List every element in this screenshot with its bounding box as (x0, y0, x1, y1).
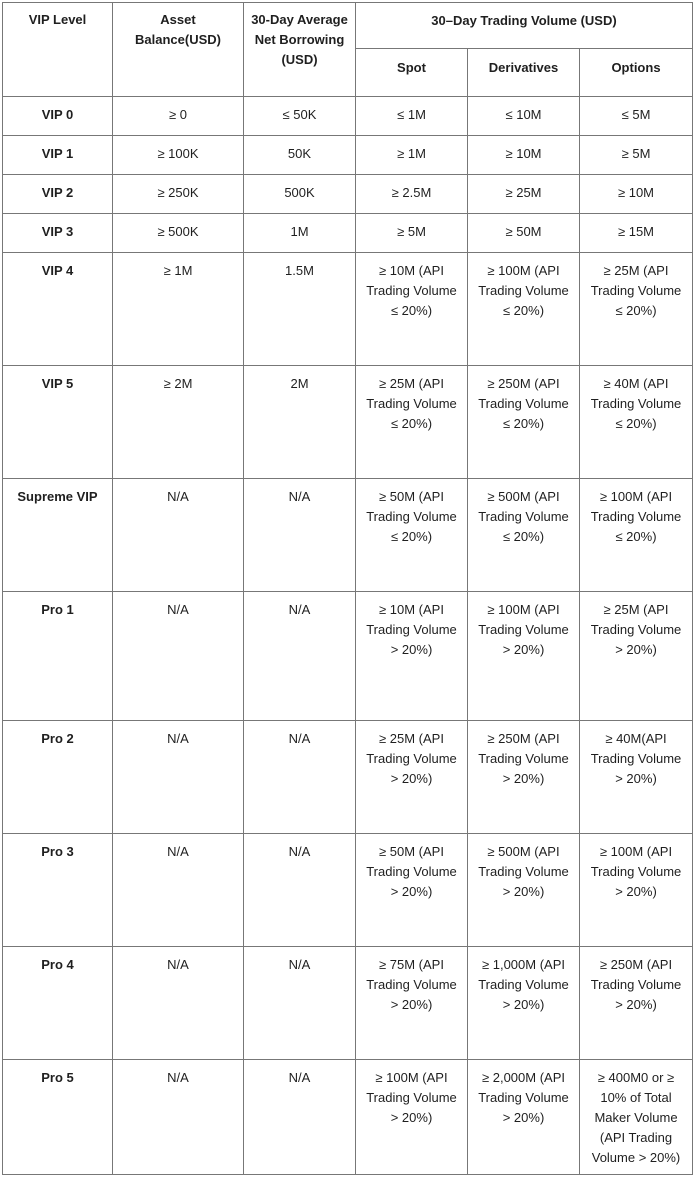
table-row (3, 721, 693, 834)
table-row (3, 214, 693, 253)
options-volume-cell: ≥ 25M (API Trading Volume > 20%) (580, 592, 693, 721)
derivatives-volume-cell: ≥ 25M (468, 175, 580, 214)
vip-level-cell: VIP 2 (3, 175, 113, 214)
derivatives-volume-cell: ≥ 500M (API Trading Volume > 20%) (468, 834, 580, 947)
derivatives-volume-cell: ≥ 100M (API Trading Volume > 20%) (468, 592, 580, 721)
table-row (3, 592, 693, 721)
vip-level-cell: VIP 1 (3, 136, 113, 175)
derivatives-volume-cell: ≥ 500M (API Trading Volume ≤ 20%) (468, 479, 580, 592)
table-row (3, 834, 693, 947)
asset-balance-cell: N/A (113, 947, 244, 1060)
header-net-borrowing: 30-Day Average Net Borrowing (USD) (244, 3, 356, 97)
header-spot: Spot (356, 49, 468, 97)
vip-level-cell: VIP 0 (3, 97, 113, 136)
asset-balance-cell: ≥ 1M (113, 253, 244, 366)
options-volume-cell: ≥ 400M0 or ≥ 10% of Total Maker Volume (API Trading Volume > 20%) (580, 1060, 693, 1175)
derivatives-volume-cell: ≥ 250M (API Trading Volume ≤ 20%) (468, 366, 580, 479)
net-borrowing-cell: 50K (244, 136, 356, 175)
header-row (3, 3, 693, 49)
table-row (3, 479, 693, 592)
derivatives-volume-cell: ≤ 10M (468, 97, 580, 136)
derivatives-volume-cell: ≥ 50M (468, 214, 580, 253)
derivatives-volume-cell: ≥ 250M (API Trading Volume > 20%) (468, 721, 580, 834)
asset-balance-cell: N/A (113, 721, 244, 834)
vip-level-cell: Pro 3 (3, 834, 113, 947)
spot-volume-cell: ≥ 100M (API Trading Volume > 20%) (356, 1060, 468, 1175)
vip-level-cell: VIP 4 (3, 253, 113, 366)
table-row (3, 175, 693, 214)
table-row (3, 97, 693, 136)
vip-tier-table (2, 2, 693, 1175)
net-borrowing-cell: N/A (244, 1060, 356, 1175)
options-volume-cell: ≥ 250M (API Trading Volume > 20%) (580, 947, 693, 1060)
options-volume-cell: ≥ 5M (580, 136, 693, 175)
table-row (3, 136, 693, 175)
derivatives-volume-cell: ≥ 1,000M (API Trading Volume > 20%) (468, 947, 580, 1060)
table-row (3, 253, 693, 366)
spot-volume-cell: ≥ 75M (API Trading Volume > 20%) (356, 947, 468, 1060)
spot-volume-cell: ≤ 1M (356, 97, 468, 136)
options-volume-cell: ≥ 15M (580, 214, 693, 253)
net-borrowing-cell: 1M (244, 214, 356, 253)
options-volume-cell: ≥ 10M (580, 175, 693, 214)
vip-level-cell: Supreme VIP (3, 479, 113, 592)
derivatives-volume-cell: ≥ 100M (API Trading Volume ≤ 20%) (468, 253, 580, 366)
vip-level-cell: Pro 5 (3, 1060, 113, 1175)
options-volume-cell: ≥ 40M (API Trading Volume ≤ 20%) (580, 366, 693, 479)
header-options: Options (580, 49, 693, 97)
derivatives-volume-cell: ≥ 10M (468, 136, 580, 175)
vip-level-cell: Pro 1 (3, 592, 113, 721)
header-derivatives: Derivatives (468, 49, 580, 97)
net-borrowing-cell: N/A (244, 592, 356, 721)
vip-level-cell: Pro 2 (3, 721, 113, 834)
net-borrowing-cell: 500K (244, 175, 356, 214)
net-borrowing-cell: ≤ 50K (244, 97, 356, 136)
asset-balance-cell: N/A (113, 834, 244, 947)
options-volume-cell: ≥ 100M (API Trading Volume > 20%) (580, 834, 693, 947)
spot-volume-cell: ≥ 5M (356, 214, 468, 253)
asset-balance-cell: ≥ 2M (113, 366, 244, 479)
vip-level-cell: Pro 4 (3, 947, 113, 1060)
spot-volume-cell: ≥ 25M (API Trading Volume ≤ 20%) (356, 366, 468, 479)
options-volume-cell: ≥ 25M (API Trading Volume ≤ 20%) (580, 253, 693, 366)
spot-volume-cell: ≥ 2.5M (356, 175, 468, 214)
options-volume-cell: ≤ 5M (580, 97, 693, 136)
header-trading-volume: 30–Day Trading Volume (USD) (356, 3, 693, 49)
header-asset-balance: Asset Balance(USD) (113, 3, 244, 97)
vip-level-cell: VIP 3 (3, 214, 113, 253)
asset-balance-cell: ≥ 250K (113, 175, 244, 214)
header-vip-level: VIP Level (3, 3, 113, 97)
asset-balance-cell: N/A (113, 479, 244, 592)
table-body (3, 97, 693, 1175)
net-borrowing-cell: N/A (244, 721, 356, 834)
spot-volume-cell: ≥ 50M (API Trading Volume ≤ 20%) (356, 479, 468, 592)
asset-balance-cell: N/A (113, 592, 244, 721)
options-volume-cell: ≥ 100M (API Trading Volume ≤ 20%) (580, 479, 693, 592)
options-volume-cell: ≥ 40M(API Trading Volume > 20%) (580, 721, 693, 834)
table-header (3, 3, 693, 97)
derivatives-volume-cell: ≥ 2,000M (API Trading Volume > 20%) (468, 1060, 580, 1175)
table-row (3, 947, 693, 1060)
asset-balance-cell: ≥ 500K (113, 214, 244, 253)
spot-volume-cell: ≥ 25M (API Trading Volume > 20%) (356, 721, 468, 834)
spot-volume-cell: ≥ 50M (API Trading Volume > 20%) (356, 834, 468, 947)
table-row (3, 1060, 693, 1175)
asset-balance-cell: ≥ 0 (113, 97, 244, 136)
asset-balance-cell: ≥ 100K (113, 136, 244, 175)
asset-balance-cell: N/A (113, 1060, 244, 1175)
spot-volume-cell: ≥ 10M (API Trading Volume ≤ 20%) (356, 253, 468, 366)
net-borrowing-cell: N/A (244, 479, 356, 592)
spot-volume-cell: ≥ 10M (API Trading Volume > 20%) (356, 592, 468, 721)
net-borrowing-cell: N/A (244, 834, 356, 947)
net-borrowing-cell: 1.5M (244, 253, 356, 366)
table-row (3, 366, 693, 479)
net-borrowing-cell: N/A (244, 947, 356, 1060)
spot-volume-cell: ≥ 1M (356, 136, 468, 175)
net-borrowing-cell: 2M (244, 366, 356, 479)
vip-level-cell: VIP 5 (3, 366, 113, 479)
